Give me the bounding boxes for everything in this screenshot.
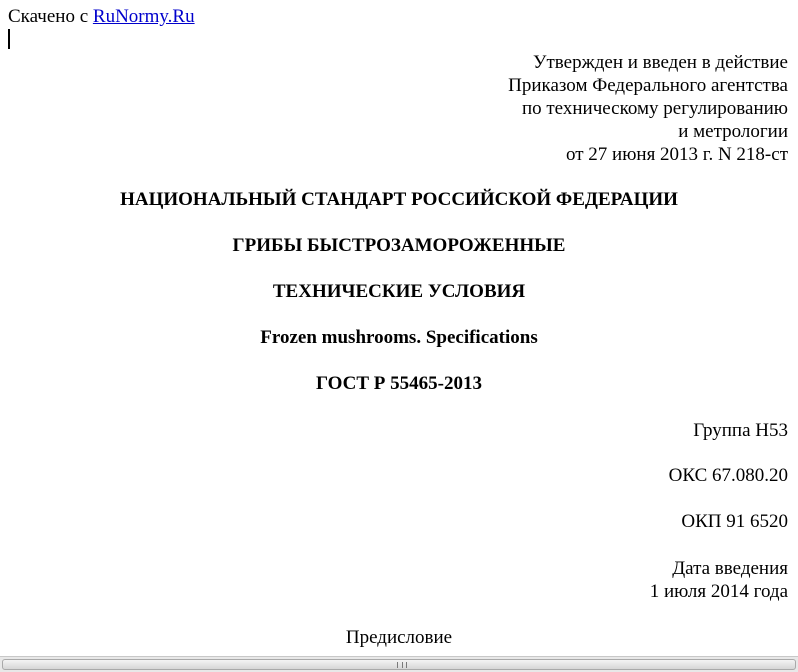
preface-heading: Предисловие bbox=[345, 627, 453, 648]
scrollbar-thumb[interactable] bbox=[2, 659, 796, 670]
approval-line: Утвержден и введен в действие bbox=[533, 52, 788, 73]
okp-code: ОКП 91 6520 bbox=[681, 511, 788, 532]
standard-code: ГОСТ Р 55465-2013 bbox=[316, 373, 482, 394]
approval-line: от 27 июня 2013 г. N 218-ст bbox=[565, 144, 788, 165]
spec-title: ТЕХНИЧЕСКИЕ УСЛОВИЯ bbox=[272, 281, 526, 302]
text-cursor bbox=[8, 29, 10, 49]
approval-line: и метрологии bbox=[678, 121, 788, 142]
approval-line: по техническому регулированию bbox=[521, 98, 788, 119]
english-title: Frozen mushrooms. Specifications bbox=[260, 327, 538, 348]
oks-code: ОКС 67.080.20 bbox=[668, 465, 788, 486]
horizontal-scrollbar[interactable] bbox=[0, 656, 798, 672]
approval-line: Приказом Федерального агентства bbox=[508, 75, 788, 96]
group-code: Группа Н53 bbox=[693, 420, 788, 441]
source-line bbox=[8, 5, 195, 28]
standard-title: НАЦИОНАЛЬНЫЙ СТАНДАРТ РОССИЙСКОЙ ФЕДЕРАЦИИ bbox=[120, 189, 678, 210]
intro-date: 1 июля 2014 года bbox=[649, 581, 788, 602]
source-link[interactable]: RuNormy.Ru bbox=[92, 6, 195, 27]
source-prefix: Скачено с bbox=[8, 6, 93, 27]
product-title: ГРИБЫ БЫСТРОЗАМОРОЖЕННЫЕ bbox=[232, 235, 566, 256]
approval-block bbox=[508, 51, 788, 166]
grip-icon bbox=[397, 662, 407, 668]
intro-date-label: Дата введения bbox=[672, 558, 788, 579]
